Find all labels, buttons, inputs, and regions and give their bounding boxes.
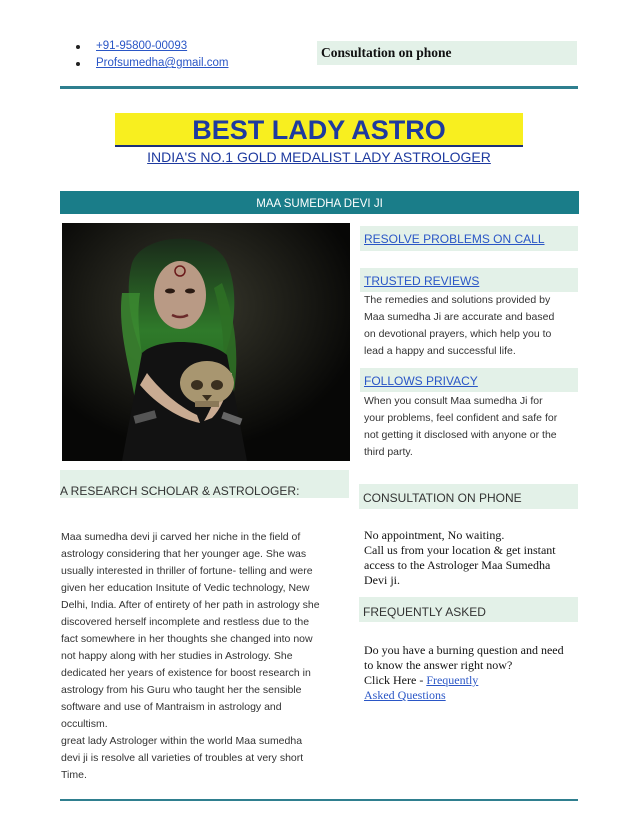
phone-link[interactable]: +91-95800-00093 xyxy=(96,40,188,52)
about-line: devi ji is resolve all varieties of troubles at very short xyxy=(61,752,304,764)
trusted-reviews-link[interactable]: TRUSTED REVIEWS xyxy=(364,274,480,288)
faq-link-asked-questions[interactable]: Asked Questions xyxy=(364,688,446,702)
about-line: dedicated her years of existence for boost research in xyxy=(61,667,311,679)
contact-item-phone xyxy=(62,38,228,55)
about-line: discovered herself incomplete and restless due to the xyxy=(61,616,310,628)
privacy-line: third party. xyxy=(364,446,413,458)
trusted-reviews-text xyxy=(364,292,580,360)
frequently-asked-heading-text: FREQUENTLY ASKED xyxy=(363,605,486,619)
about-line: occultism. xyxy=(61,718,108,730)
about-line: astrology from his Guru who taught her the sensible xyxy=(61,684,302,696)
faq-line: Do you have a burning question and need xyxy=(364,643,564,657)
follows-privacy-text xyxy=(364,393,580,461)
consult-line: No appointment, No waiting. xyxy=(364,528,505,542)
banner-title: BEST LADY ASTRO xyxy=(115,113,523,147)
faq-click-line xyxy=(364,673,578,688)
frequently-asked-heading xyxy=(359,597,578,622)
trusted-reviews-heading[interactable] xyxy=(360,268,578,292)
consultation-text xyxy=(364,528,578,588)
bullet-icon xyxy=(76,62,80,66)
about-line: fact somewhere in her thoughts she changed into now xyxy=(61,633,313,645)
consult-line: access to the Astrologer Maa Sumedha xyxy=(364,558,551,572)
follows-privacy-link[interactable]: FOLLOWS PRIVACY xyxy=(364,374,478,388)
consultation-on-phone-box: Consultation on phone xyxy=(317,41,577,65)
about-line: Maa sumedha devi ji carved her niche in the field of xyxy=(61,531,301,543)
faq-click-label: Click Here - xyxy=(364,673,427,687)
top-divider xyxy=(60,86,578,89)
resolve-problems-heading[interactable] xyxy=(360,226,578,251)
about-line: not happy along with her studies in Astrology. She xyxy=(61,650,293,662)
about-line: great lady Astrologer within the world Maa sumedha xyxy=(61,735,303,747)
resolve-problems-link[interactable]: RESOLVE PROBLEMS ON CALL xyxy=(364,232,545,246)
bottom-divider xyxy=(60,799,578,801)
about-line: astrology considering that her younger age. She was xyxy=(61,548,307,560)
name-bar: MAA SUMEDHA DEVI JI xyxy=(60,191,579,214)
about-line: Time. xyxy=(61,769,87,781)
contact-list xyxy=(62,38,228,72)
bullet-icon xyxy=(76,45,80,49)
about-text xyxy=(61,529,351,784)
consult-line: Call us from your location & get instant xyxy=(364,543,556,557)
faq-line: to know the answer right now? xyxy=(364,658,513,672)
faq-link-line xyxy=(364,688,578,703)
faq-text xyxy=(364,643,578,703)
privacy-line: not getting it disclosed with anyone or the xyxy=(364,429,557,441)
trusted-line: on devotional prayers, which help you to xyxy=(364,328,552,340)
astrologer-illustration xyxy=(62,223,350,461)
faq-link-frequently[interactable]: Frequently xyxy=(426,673,479,687)
trusted-line: Maa sumedha Ji are accurate and based xyxy=(364,311,555,323)
consultation-heading-text: CONSULTATION ON PHONE xyxy=(363,491,522,505)
about-line: usually interested in thriller of fortune- telling and were xyxy=(61,565,313,577)
about-line: software and use of Mantraism in astrology and xyxy=(61,701,282,713)
privacy-line: your problems, feel confident and safe for xyxy=(364,412,558,424)
trusted-line: lead a happy and successful life. xyxy=(364,345,516,357)
about-line: Delhi, India. After of entirety of her path in astrology she xyxy=(61,599,320,611)
consultation-heading xyxy=(359,484,578,509)
about-line: given her education Insitute of Vedic technology, New xyxy=(61,582,310,594)
trusted-line: The remedies and solutions provided by xyxy=(364,294,551,306)
research-scholar-heading: A RESEARCH SCHOLAR & ASTROLOGER: xyxy=(60,484,300,498)
consult-line: Devi ji. xyxy=(364,573,400,587)
contact-item-email xyxy=(62,55,228,72)
privacy-line: When you consult Maa sumedha Ji for xyxy=(364,395,543,407)
banner-subtitle: INDIA'S NO.1 GOLD MEDALIST LADY ASTROLOGER xyxy=(147,149,491,165)
astrologer-photo xyxy=(62,223,350,461)
follows-privacy-heading[interactable] xyxy=(360,368,578,392)
email-link[interactable]: Profsumedha@gmail.com xyxy=(96,57,229,69)
